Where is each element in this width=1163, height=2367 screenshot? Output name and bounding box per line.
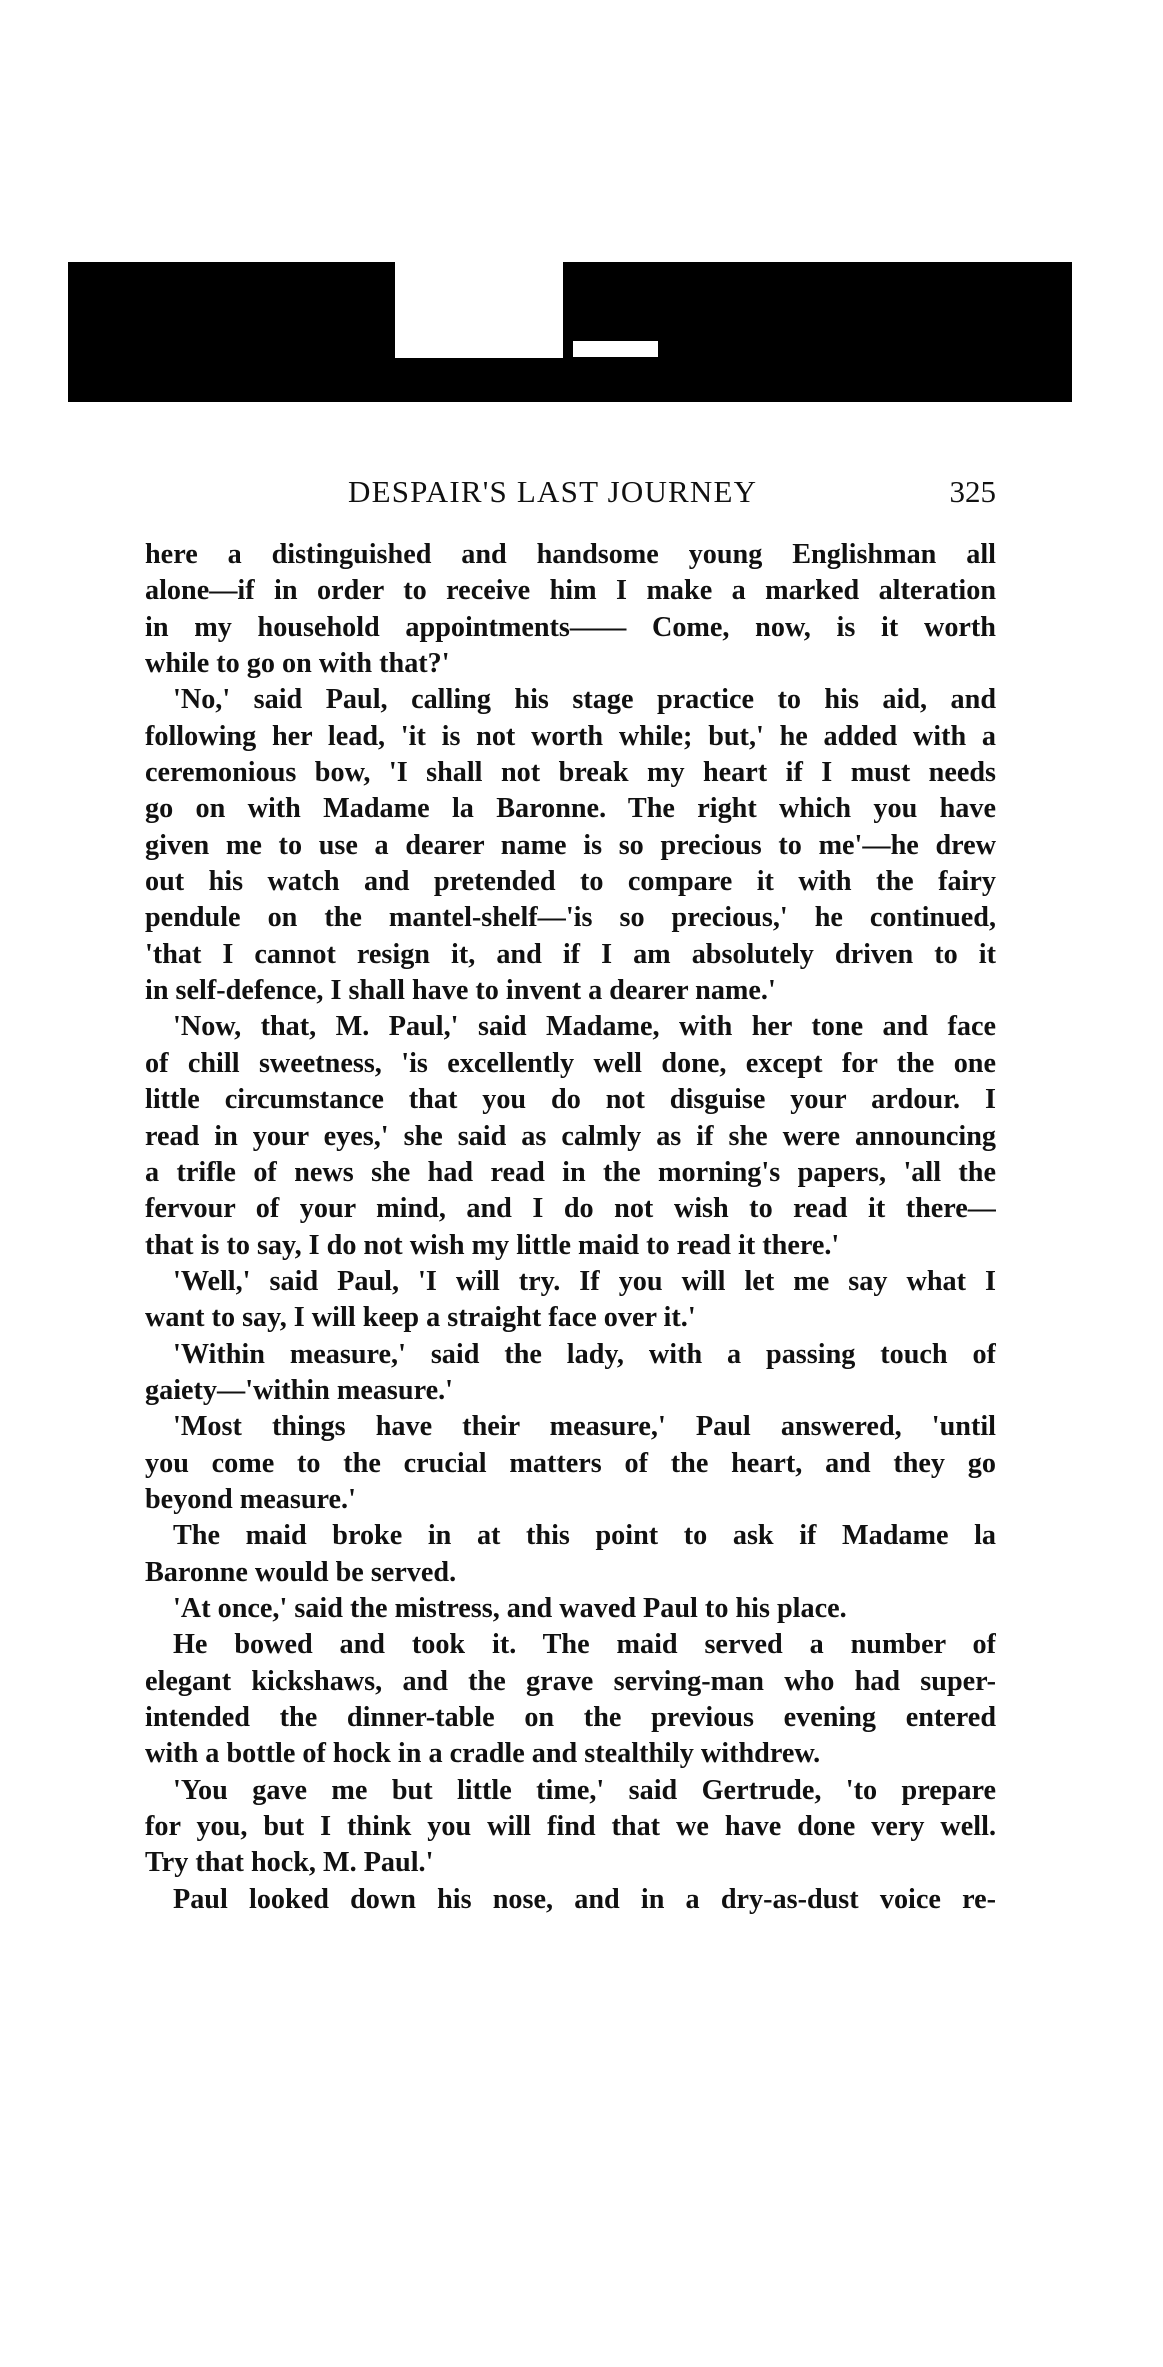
text-line: a trifle of news she had read in the morning's papers, 'all the bbox=[145, 1156, 996, 1188]
text-line: of chill sweetness, 'is excellently well done, except for the one bbox=[145, 1047, 996, 1079]
text-line: 'At once,' said the mistress, and waved Paul to his place. bbox=[173, 1592, 847, 1624]
text-line: while to go on with that?' bbox=[145, 648, 450, 680]
scan-bar-mark bbox=[573, 341, 658, 357]
text-line: Baronne would be served. bbox=[145, 1556, 457, 1588]
text-line: go on with Madame la Baronne. The right which you have bbox=[145, 793, 996, 825]
text-line: 'No,' said Paul, calling his stage practice to his aid, and bbox=[173, 684, 996, 716]
text-line: He bowed and took it. The maid served a number of bbox=[173, 1629, 996, 1661]
text-line: Paul looked down his nose, and in a dry-as-dust voice re- bbox=[173, 1883, 996, 1915]
text-line: The maid broke in at this point to ask if Madame la bbox=[173, 1520, 996, 1552]
text-line: 'Most things have their measure,' Paul answered, 'until bbox=[173, 1411, 996, 1443]
text-line: alone—if in order to receive him I make a marked alteration bbox=[145, 575, 996, 607]
text-line: read in your eyes,' she said as calmly as if she were announcing bbox=[145, 1120, 996, 1152]
page-number: 325 bbox=[949, 474, 996, 509]
scan-black-bar bbox=[68, 262, 1072, 402]
text-line: for you, but I think you will find that we have done very well. bbox=[145, 1811, 996, 1843]
text-line: Try that hock, M. Paul.' bbox=[145, 1847, 434, 1879]
text-line: intended the dinner-table on the previous evening entered bbox=[145, 1702, 996, 1733]
text-line: in self-defence, I shall have to invent a dearer name.' bbox=[145, 975, 776, 1007]
text-line: here a distinguished and handsome young Englishman all bbox=[145, 539, 996, 570]
text-line: want to say, I will keep a straight face over it.' bbox=[145, 1302, 696, 1334]
running-head bbox=[145, 470, 996, 514]
body-text bbox=[145, 537, 996, 1918]
text-line: given me to use a dearer name is so precious to me'—he drew bbox=[145, 829, 996, 861]
text-line: 'Within measure,' said the lady, with a passing touch of bbox=[173, 1338, 996, 1370]
text-line: gaiety—'within measure.' bbox=[145, 1374, 453, 1406]
scan-bar-notch-tick bbox=[395, 332, 399, 358]
running-title: DESPAIR'S LAST JOURNEY bbox=[348, 474, 758, 509]
text-line: 'that I cannot resign it, and if I am absolutely driven to it bbox=[145, 938, 996, 970]
text-line: ceremonious bow, 'I shall not break my heart if I must needs bbox=[145, 757, 996, 789]
text-line: little circumstance that you do not disguise your ardour. I bbox=[145, 1084, 996, 1116]
text-line: elegant kickshaws, and the grave serving-man who had super- bbox=[145, 1665, 996, 1697]
text-line: that is to say, I do not wish my little maid to read it there.' bbox=[145, 1229, 840, 1261]
text-line: you come to the crucial matters of the heart, and they go bbox=[145, 1447, 996, 1479]
text-line: out his watch and pretended to compare it with the fairy bbox=[145, 866, 996, 898]
text-line: 'Well,' said Paul, 'I will try. If you will let me say what I bbox=[173, 1265, 996, 1297]
text-line: 'You gave me but little time,' said Gertrude, 'to prepare bbox=[173, 1774, 996, 1806]
text-line: 'Now, that, M. Paul,' said Madame, with her tone and face bbox=[173, 1011, 996, 1043]
text-line: beyond measure.' bbox=[145, 1483, 356, 1515]
text-line: with a bottle of hock in a cradle and stealthily withdrew. bbox=[145, 1738, 821, 1770]
scan-bar-notch bbox=[395, 262, 563, 358]
text-line: following her lead, 'it is not worth while; but,' he added with a bbox=[145, 720, 996, 752]
text-line: fervour of your mind, and I do not wish to read it there— bbox=[145, 1193, 996, 1225]
text-line: in my household appointments—— Come, now, is it worth bbox=[145, 611, 996, 643]
text-line: pendule on the mantel-shelf—'is so precious,' he continued, bbox=[145, 902, 996, 934]
